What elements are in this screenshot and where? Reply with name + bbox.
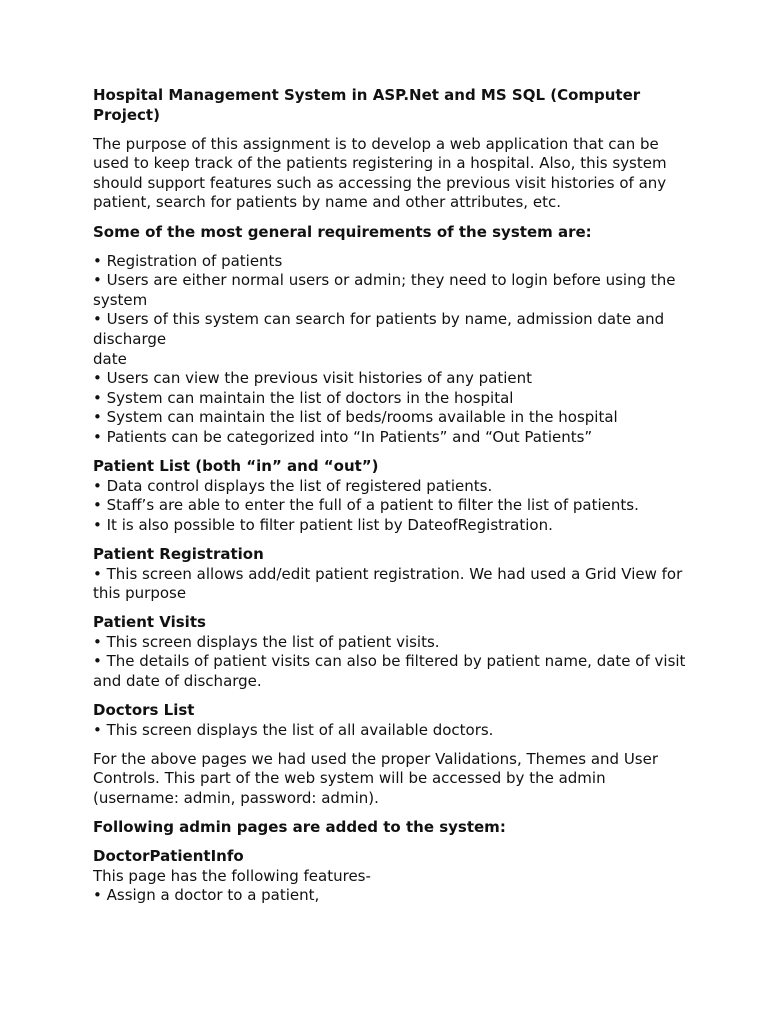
list-item: • It is also possible to filter patient list by DateofRegistration. bbox=[93, 515, 553, 534]
patient-visits-heading: Patient Visits bbox=[93, 613, 206, 632]
list-item: • System can maintain the list of beds/rooms available in the hospital bbox=[93, 408, 618, 427]
doctor-patient-info-items bbox=[93, 867, 693, 906]
list-item: • Users are either normal users or admin; they need to login before using the system bbox=[93, 271, 676, 309]
requirements-heading: Some of the most general requirements of the system are: bbox=[93, 222, 592, 241]
section-lead: This page has the following features- bbox=[93, 866, 371, 885]
list-item: • Staff’s are able to enter the full of a patient to filter the list of patients. bbox=[93, 496, 639, 515]
list-item: • This screen displays the list of patient visits. bbox=[93, 632, 440, 651]
list-item: date bbox=[93, 349, 127, 368]
list-item: • This screen allows add/edit patient registration. We had used a Grid View for this purpose bbox=[93, 564, 683, 603]
list-item: • Data control displays the list of registered patients. bbox=[93, 476, 493, 495]
patient-list-items bbox=[93, 477, 693, 536]
doctor-patient-info-heading: DoctorPatientInfo bbox=[93, 847, 244, 866]
patient-visits-items bbox=[93, 633, 693, 692]
list-item: • Patients can be categorized into “In Patients” and “Out Patients” bbox=[93, 428, 593, 446]
doctors-list-items bbox=[93, 721, 693, 741]
list-item: • Registration of patients bbox=[93, 251, 283, 270]
admin-pages-heading: Following admin pages are added to the system: bbox=[93, 818, 506, 837]
list-item: • System can maintain the list of doctors in the hospital bbox=[93, 388, 514, 407]
list-item: • Users of this system can search for patients by name, admission date and discharge bbox=[93, 310, 665, 349]
doctors-list-heading: Doctors List bbox=[93, 701, 195, 720]
list-item: • Assign a doctor to a patient, bbox=[93, 886, 320, 905]
patient-registration-items bbox=[93, 565, 693, 604]
validations-paragraph: For the above pages we had used the proper Validations, Themes and User Controls. This part of the web system will be accessed by the admin (username: admin, password: admin). bbox=[93, 749, 659, 807]
patient-registration-heading: Patient Registration bbox=[93, 544, 264, 563]
list-item: • Users can view the previous visit histories of any patient bbox=[93, 369, 533, 388]
list-item: • The details of patient visits can also be filtered by patient name, date of visit and date of discharge. bbox=[93, 652, 686, 691]
intro-paragraph: The purpose of this assignment is to develop a web application that can be used to keep track of the patients registering in a hospital. Also, this system should support features such as accessing the previous visit histories of any patient, search for patients by name and other attributes, etc. bbox=[93, 134, 667, 212]
patient-list-heading: Patient List (both “in” and “out”) bbox=[93, 457, 379, 476]
document-page bbox=[93, 86, 693, 906]
list-item: • This screen displays the list of all available doctors. bbox=[93, 720, 494, 739]
document-title: Hospital Management System in ASP.Net and MS SQL (Computer Project) bbox=[93, 86, 641, 124]
requirements-list bbox=[93, 252, 693, 448]
